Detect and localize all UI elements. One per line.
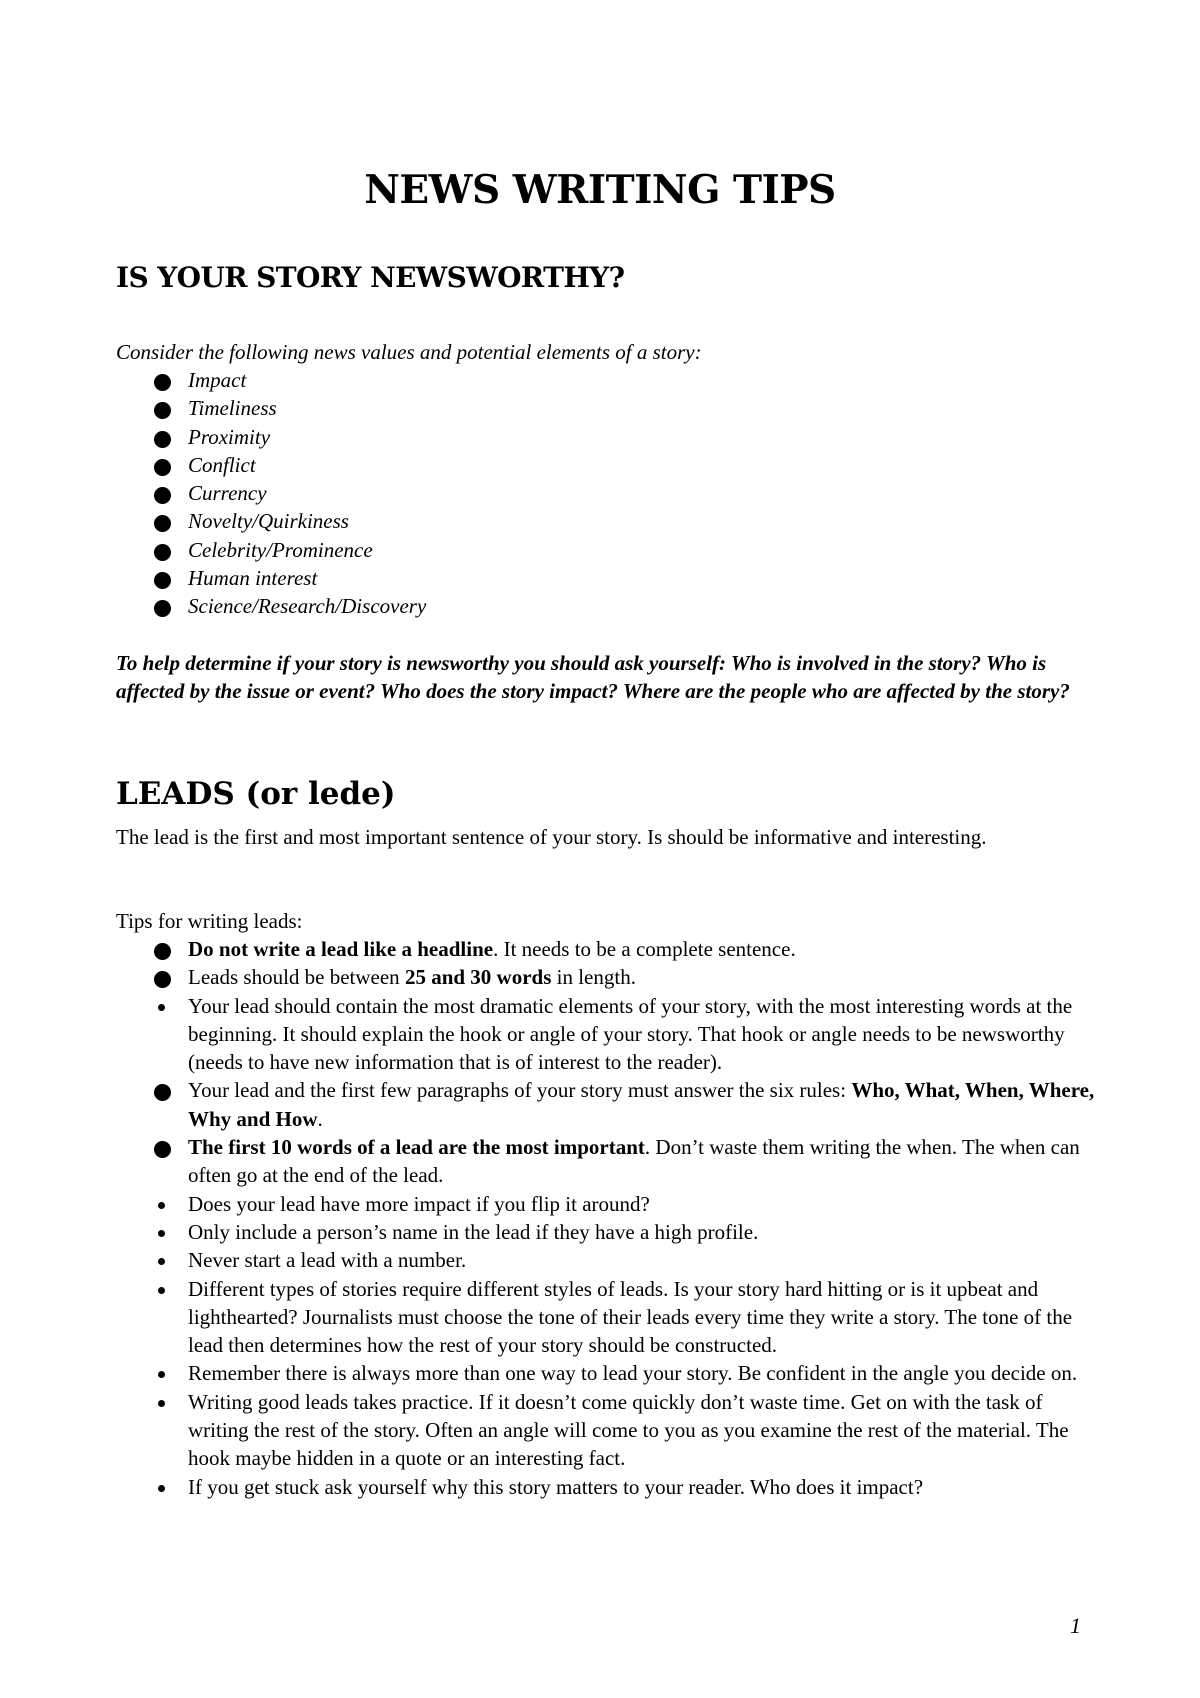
tip-text: Different types of stories require different styles of leads. Is your story hard hitting or is it upbeat and lighthearted? Journalists must choose the tone of their leads every time they write a story. The tone of the lead then determines how the rest of your story should be constructed. <box>188 1276 1073 1358</box>
news-values-list <box>0 366 1200 621</box>
bullet-icon <box>158 1485 165 1492</box>
bullet-icon <box>154 515 171 532</box>
section-heading-newsworthy: IS YOUR STORY NEWSWORTHY? <box>116 261 625 294</box>
tip-text: Remember there is always more than one way to lead your story. Be confident in the angle you decide on. <box>188 1361 1078 1386</box>
lead-definition: The lead is the first and most important sentence of your story. Is should be informative and interesting. <box>116 825 987 849</box>
tip-text-prefix: Leads should be between <box>188 965 405 990</box>
list-item <box>0 507 1200 535</box>
bullet-icon <box>154 402 171 419</box>
list-item <box>0 1388 1200 1473</box>
bullet-icon <box>154 1084 171 1101</box>
tip-text: Never start a lead with a number. <box>188 1248 467 1273</box>
tip-text: Only include a person’s name in the lead if they have a high profile. <box>188 1219 759 1244</box>
lead-tips-list <box>0 935 1200 1501</box>
bullet-icon <box>154 943 171 960</box>
news-value-label: Currency <box>188 481 267 506</box>
bullet-icon <box>158 1258 165 1265</box>
list-item <box>0 1359 1200 1387</box>
section-heading-leads: LEADS (or lede) <box>116 776 396 812</box>
list-item <box>0 935 1200 963</box>
list-item <box>0 451 1200 479</box>
tip-emphasis: 25 and 30 words <box>404 965 552 990</box>
list-item <box>0 394 1200 422</box>
list-item <box>0 1133 1200 1190</box>
bullet-icon <box>154 1141 171 1158</box>
bullet-icon <box>154 374 171 391</box>
bullet-icon <box>154 487 171 504</box>
tip-text: Your lead should contain the most dramatic elements of your story, with the most interesting words at the beginning. It should explain the hook or angle of your story. That hook or angle needs to be newsworthy (needs to have new information that is of interest to the reader). <box>188 993 1073 1075</box>
bullet-icon <box>158 1004 165 1011</box>
bullet-icon <box>158 1287 165 1294</box>
list-item <box>0 1246 1200 1274</box>
list-item <box>0 564 1200 592</box>
list-item <box>0 1218 1200 1246</box>
newsworthy-question-paragraph: To help determine if your story is newsworthy you should ask yourself: Who is involved in the story? Who is affected by the issue or event? Who does the story impact? Where are the people who are affected by the story? <box>116 651 1070 704</box>
list-item <box>0 1275 1200 1360</box>
list-item <box>0 1190 1200 1218</box>
list-item <box>0 423 1200 451</box>
list-item <box>0 963 1200 991</box>
news-value-label: Science/Research/Discovery <box>188 594 427 619</box>
list-item <box>0 366 1200 394</box>
news-value-label: Novelty/Quirkiness <box>188 509 349 534</box>
tip-text: . Don’t waste them writing the when. The when can often go at the end of the lead. <box>188 1135 1080 1188</box>
bullet-icon <box>158 1230 165 1237</box>
news-value-label: Conflict <box>188 452 256 477</box>
news-values-intro: Consider the following news values and potential elements of a story: <box>116 340 702 364</box>
news-value-label: Proximity <box>188 424 271 449</box>
list-item <box>0 592 1200 620</box>
news-value-label: Timeliness <box>188 396 277 421</box>
bullet-icon <box>158 1202 165 1209</box>
news-value-label: Human interest <box>188 566 318 591</box>
bullet-icon <box>154 431 171 448</box>
tip-text: If you get stuck ask yourself why this story matters to your reader. Who does it impact? <box>188 1474 924 1499</box>
tip-emphasis: The first 10 words of a lead are the most important <box>188 1135 645 1160</box>
news-value-label: Impact <box>188 368 247 392</box>
tips-intro: Tips for writing leads: <box>116 909 303 933</box>
bullet-icon <box>154 971 171 988</box>
tip-text: Does your lead have more impact if you flip it around? <box>188 1191 650 1216</box>
tip-text: . <box>317 1106 323 1131</box>
news-value-label: Celebrity/Prominence <box>188 537 373 562</box>
bullet-icon <box>154 459 171 476</box>
bullet-icon <box>158 1400 165 1407</box>
tip-text: Writing good leads takes practice. If it doesn’t come quickly don’t waste time. Get on with the task of writing the rest of the story. Often an angle will come to you as you examine the rest of the material. The hook maybe hidden in a quote or an interesting fact. <box>188 1389 1069 1471</box>
page-title: NEWS WRITING TIPS <box>364 167 836 213</box>
page-number: 1 <box>1070 1613 1081 1638</box>
bullet-icon <box>154 600 171 617</box>
list-item <box>0 1076 1200 1133</box>
list-item <box>0 536 1200 564</box>
tip-text: . It needs to be a complete sentence. <box>493 937 796 961</box>
bullet-icon <box>154 544 171 561</box>
bullet-icon <box>154 572 171 589</box>
list-item <box>0 992 1200 1077</box>
list-item <box>0 479 1200 507</box>
tip-text: in length. <box>551 965 636 990</box>
tip-text-prefix: Your lead and the first few paragraphs of your story must answer the six rules: <box>188 1078 852 1103</box>
tip-emphasis: Do not write a lead like a headline <box>188 937 494 961</box>
tip-emphasis: Who, What, When, Where, Why and How <box>188 1078 1095 1131</box>
bullet-icon <box>158 1371 165 1378</box>
list-item <box>0 1473 1200 1501</box>
